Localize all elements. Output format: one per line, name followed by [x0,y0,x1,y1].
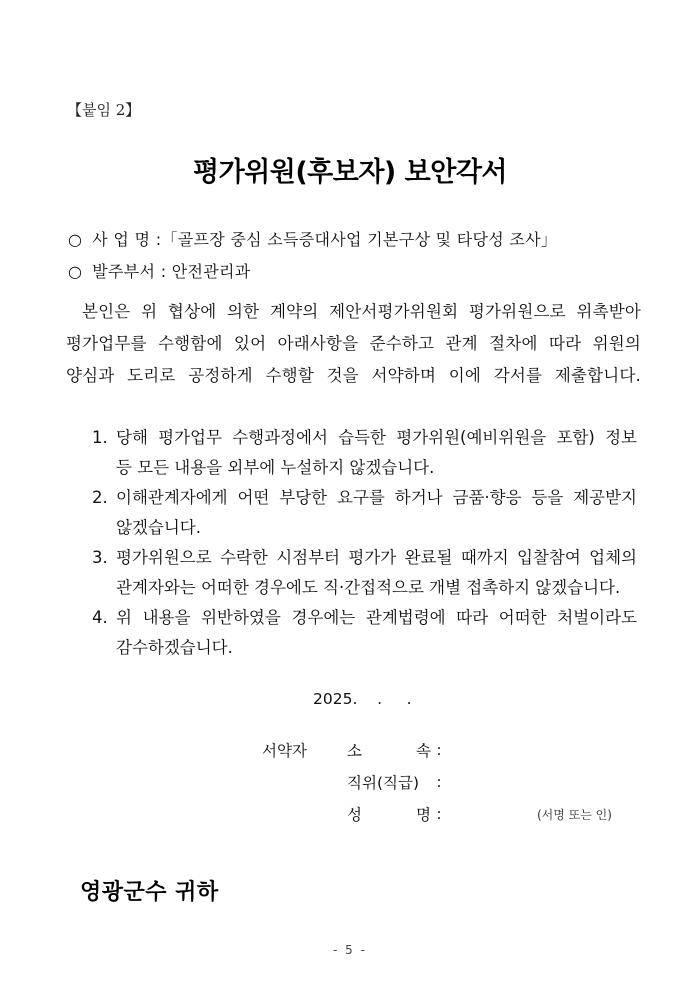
pledge-list [92,423,637,663]
field-colon: : [436,741,442,759]
page-number: - 5 - [333,943,367,957]
field-label-part: 속 [416,742,431,760]
pledge-item [92,603,637,663]
field-label-part: 직위(직급) [347,774,419,792]
info-value: 안전관리과 [171,262,251,281]
info-label: 사 업 명 [92,230,151,249]
field-label-part: 명 [416,806,431,824]
field-label-part: 소 [347,742,362,760]
paragraph-line: 양심과 도리로 공정하게 수행할 것을 서약하며 이에 각서를 제출합니다. [66,366,641,385]
info-project-name [68,227,557,250]
pledge-text: 당해 평가업무 수행과정에서 습득한 평가위원(예비위원을 포함) 정보 [116,428,637,447]
pledge-item [92,483,637,543]
field-label [347,803,431,825]
signature-block [262,734,612,830]
pledge-text: 평가위원으로 수락한 시점부터 평가가 완료될 때까지 입찰참여 업체의 [116,548,637,567]
pledge-item [92,543,637,603]
signature-row-affiliation [262,734,612,766]
info-ordering-department [68,259,251,282]
attachment-label: 【붙임 2】 [67,101,141,119]
page-title: 평가위원(후보자) 보안각서 [193,157,507,188]
signature-row-name [262,798,612,830]
field-label [347,771,431,793]
pledge-paragraph [66,296,641,392]
info-value: 「골프장 중심 소득증대사업 기본구상 및 타당성 조사」 [161,230,558,249]
field-colon: : [436,773,442,791]
signer-label: 서약자 [262,742,307,760]
paragraph-line: 평가업무를 수행함에 있어 아래사항을 준수하고 관계 절차에 따라 위원의 [66,334,641,353]
pledge-number: 1. [92,428,108,447]
pledge-text: 이해관계자에게 어떤 부당한 요구를 하거나 금품·향응 등을 제공받지 [116,488,637,507]
recipient: 영광군수 귀하 [80,880,219,905]
info-label: 발주부서 [92,262,156,281]
paragraph-line: 본인은 위 협상에 의한 계약의 제안서평가위원회 평가위원으로 위촉받아 [82,302,641,321]
pledge-text: 위 내용을 위반하였을 경우에는 관계법령에 따라 어떠한 처벌이라도 [116,608,637,627]
pledge-number: 4. [92,608,108,627]
pledge-item [92,423,637,483]
pledge-text-continued: 관계자와는 어떠한 경우에도 직·간접적으로 개별 접촉하지 않겠습니다. [116,578,621,597]
pledge-number: 3. [92,548,108,567]
pledge-text-continued: 않겠습니다. [116,518,201,537]
field-colon: : [436,805,442,823]
pledge-text-continued: 감수하겠습니다. [116,638,233,657]
field-label [347,739,431,761]
pledge-text-continued: 등 모든 내용을 외부에 누설하지 않겠습니다. [116,458,435,477]
circle-bullet-icon: ○ [68,262,83,281]
field-label-part: 성 [347,806,362,824]
signature-note: (서명 또는 인) [537,807,612,822]
circle-bullet-icon: ○ [68,230,83,249]
pledge-number: 2. [92,488,108,507]
info-separator: : [160,262,167,281]
info-separator: : [155,230,162,249]
signature-row-position [262,766,612,798]
pledge-date: 2025. . . [313,690,412,708]
